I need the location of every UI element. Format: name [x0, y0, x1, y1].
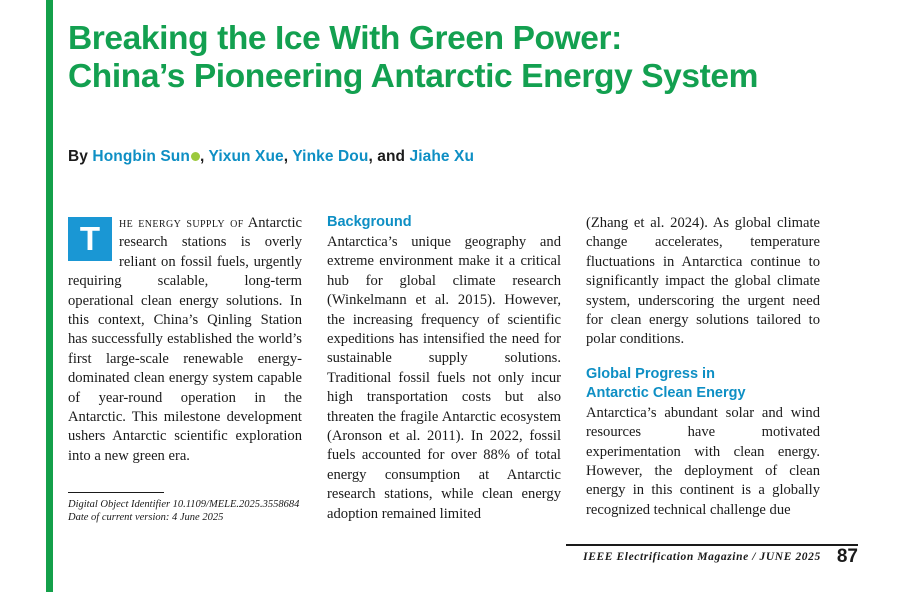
- author-2[interactable]: Yixun Xue: [208, 148, 284, 165]
- column-1: [68, 214, 302, 466]
- author-3[interactable]: Yinke Dou: [292, 148, 369, 165]
- column-3-body-top: (Zhang et al. 2024). As global climate change accelerates, temperature fluctuations in Antarctica continue to significantly impact the global climate system, underscoring the urgent need for clean energy solutions tailored to polar conditions.: [586, 215, 820, 348]
- column-1-body: Antarctic research stations is overly reliant on fossil fuels, urgently requiring scalable, long-term operational clean energy solutions. In this context, China’s Qinling Station has successfully established the world’s first large-scale renewable energy-dominated clean energy system capable of year-round operation in the Antarctic. This milestone development ushers Antarctic scientific exploration into a new green era.: [68, 215, 303, 464]
- orcid-icon[interactable]: [191, 152, 200, 161]
- byline-sep-1: ,: [199, 148, 209, 165]
- column-2: [327, 214, 561, 524]
- footnote-doi: Digital Object Identifier 10.1109/MELE.2025.3558684: [68, 499, 300, 510]
- article-title: [68, 20, 858, 96]
- lead-small-caps: he energy supply of: [119, 215, 244, 231]
- column-3-body-bottom: Antarctica’s abundant solar and wind resources have motivated experimentation with clean energy. However, the deployment of clean energy in this continent is a globally recognized technical challenge due: [586, 404, 820, 518]
- column-1-paragraph: [68, 214, 302, 466]
- footer-issue: JUNE 2025: [759, 551, 821, 563]
- page-footer: [583, 546, 858, 568]
- footnote-date: Date of current version: 4 June 2025: [68, 512, 224, 523]
- left-green-rule: [46, 0, 53, 592]
- author-4[interactable]: Jiahe Xu: [409, 148, 475, 165]
- byline-sep-2: ,: [283, 148, 293, 165]
- footer-magazine-name: IEEE Electrification Magazine: [583, 551, 749, 563]
- author-1[interactable]: Hongbin Sun: [92, 148, 190, 165]
- footer-magazine: [583, 551, 821, 563]
- column-3: [586, 214, 820, 520]
- byline-and: , and: [368, 148, 410, 165]
- title-line-1: Breaking the Ice With Green Power:: [68, 20, 622, 57]
- column-2-body: Antarctica’s unique geography and extreme environment make it a critical hub for global climate research (Winkelmann et al. 2015). However, the increasing frequency of scientific expeditions has intensified the need for sustainable supply solutions. Traditional fossil fuels not only incur high transportation costs but also threaten the fragile Antarctic ecosystem (Aronson et al. 2011). In 2022, fossil fuels accounted for over 88% of total energy consumption at Antarctic research stations, while clean energy adoption remained limited: [327, 234, 561, 522]
- footnote-block: [68, 492, 302, 524]
- section-heading-background: Background: [327, 214, 412, 230]
- byline-prefix: By: [68, 148, 93, 165]
- footnote-rule: [68, 492, 164, 493]
- section-heading-global-progress-line1: Global Progress in: [586, 365, 715, 382]
- footer-separator: /: [748, 551, 760, 563]
- section-heading-global-progress-line2: Antarctic Clean Energy: [586, 384, 746, 401]
- byline: [68, 148, 474, 166]
- drop-cap: T: [68, 217, 112, 261]
- title-line-2: China’s Pioneering Antarctic Energy System: [68, 58, 759, 95]
- page-number: 87: [836, 546, 858, 567]
